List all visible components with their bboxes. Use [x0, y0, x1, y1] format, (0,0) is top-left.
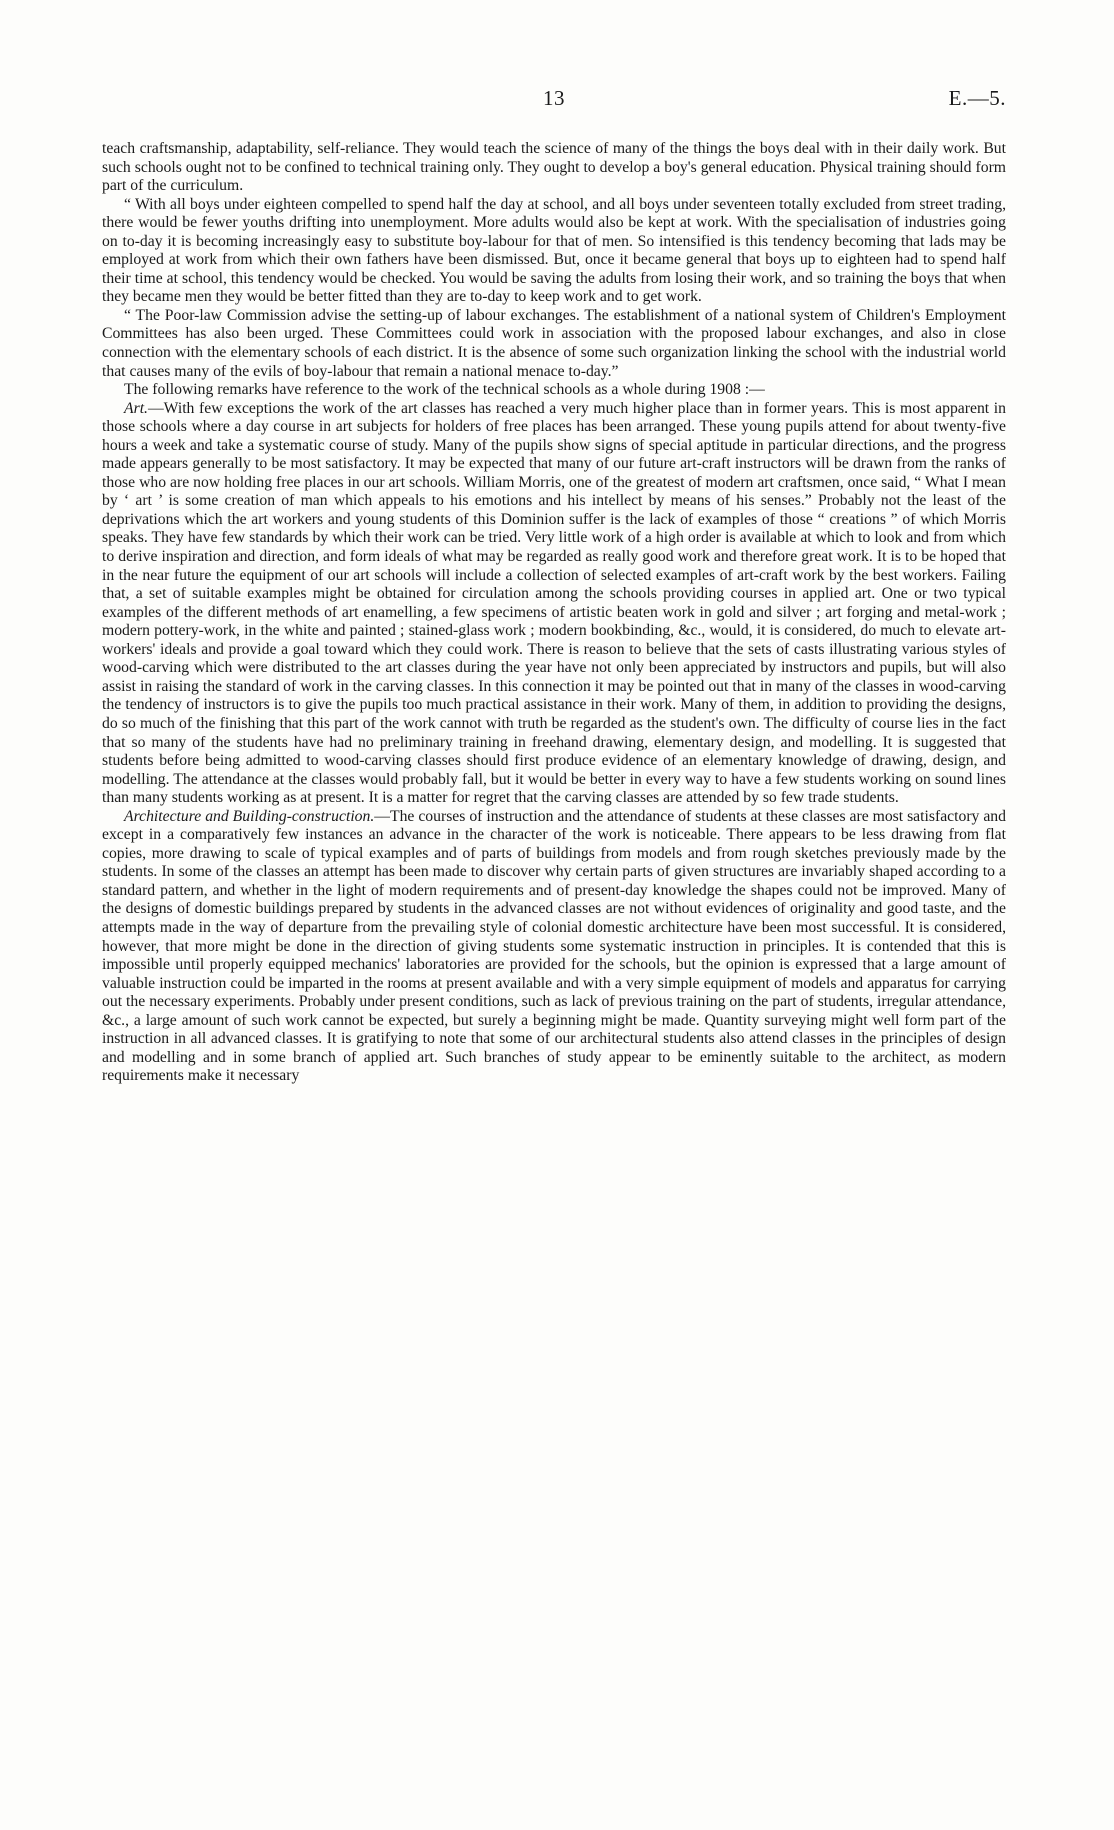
- paragraph-text: The following remarks have reference to the work of the technical schools as a whole during 1908 :—: [124, 381, 765, 399]
- section-heading-art: Art.: [124, 399, 148, 417]
- paragraph-continuation: [102, 140, 1006, 196]
- paragraph-quote-labour-exchanges: [102, 307, 1006, 381]
- paragraph-text: —The courses of instruction and the attendance of students at these classes are most satisfactory and except in a comparatively few instances an advance in the character of the work is noticeable. There appears to be less drawing from flat copies, more drawing to scale of typical examples and of parts of buildings from models and from rough sketches previously made by the students. In some of the classes an attempt has been made to discover why certain parts of given structures are invariably shaped according to a standard pattern, and whether in the light of modern requirements and of present-day knowledge the shapes could not be improved. Many of the designs of domestic buildings prepared by students in the advanced classes are not without evidences of originality and good taste, and the attempts made in the way of departure from the prevailing style of colonial domestic architecture have been most successful. It is considered, however, that more might be done in the direction of giving students some systematic instruction in principles. It is contended that this is impossible until properly equipped mechanics' laboratories are provided for the schools, but the opinion is expressed that a large amount of valuable instruction could be imparted in the rooms at present available and with a very simple equipment of models and apparatus for carrying out the necessary experiments. Probably under present conditions, such as lack of previous training on the part of students, irregular attendance, &c., a large amount of such work cannot be expected, but surely a beginning might be made. Quantity surveying might well form part of the instruction in all advanced classes. It is gratifying to note that some of our architectural students also attend classes in the principles of design and modelling and in some branch of applied art. Such branches of study appear to be eminently suitable to the architect, as modern requirements make it necessary: [102, 807, 1006, 1085]
- paragraph-quote-boy-labour: [102, 196, 1006, 307]
- section-heading-architecture: Architecture and Building-construction.: [124, 807, 375, 825]
- paragraph-text: “ With all boys under eighteen compelled to spend half the day at school, and all boys under seventeen totally excluded from street trading, there would be fewer youths drifting into unemployment. More adults would also be kept at work. With the specialisation of industries going on to-day it is becoming increasingly easy to substitute boy-labour for that of men. So intensified is this tendency becoming that lads may be employed at work from which their own fathers have been dismissed. But, once it became general that boys up to eighteen had to spend half their time at school, this tendency would be checked. You would be saving the adults from losing their work, and so training the boys that when they became men they would be better fitted than they are to-day to keep work and to get work.: [102, 195, 1006, 306]
- paragraph-text: teach craftsmanship, adaptability, self-reliance. They would teach the science of many of the things the boys deal with in their daily work. But such schools ought not to be confined to technical training only. They ought to develop a boy's general education. Physical training should form part of the curriculum.: [102, 140, 1006, 195]
- document-reference: E.—5.: [948, 86, 1006, 110]
- paragraph-architecture: [102, 808, 1006, 1086]
- paragraph-text: “ The Poor-law Commission advise the setting-up of labour exchanges. The establishment of a national system of Children's Employment Committees has also been urged. These Committees could work in association with the proposed labour exchanges, and also in close connection with the elementary schools of each district. It is the absence of some such organization linking the school with the industrial world that causes many of the evils of boy-labour that remain a national menace to-day.”: [102, 306, 1006, 380]
- paragraph-intro-remarks: [102, 381, 1006, 400]
- paragraph-art: [102, 400, 1006, 808]
- paragraph-text: —With few exceptions the work of the art classes has reached a very much higher place than in former years. This is most apparent in those schools where a day course in art subjects for holders of free places has been arranged. These young pupils attend for about twenty-five hours a week and take a systematic course of study. Many of the pupils show signs of special aptitude in particular directions, and the progress made appears generally to be most satisfactory. It may be expected that many of our future art-craft instructors will be drawn from the ranks of those who are now holding free places in our art schools. William Morris, one of the greatest of modern art craftsmen, once said, “ What I mean by ‘ art ’ is some creation of man which appeals to his emotions and his intellect by means of his senses.” Probably not the least of the deprivations which the art workers and young students of this Dominion suffer is the lack of examples of those “ creations ” of which Morris speaks. They have few standards by which their work can be tried. Very little work of a high order is available at which to look and from which to derive inspiration and direction, and form ideals of what may be regarded as really good work and therefore great work. It is to be hoped that in the near future the equipment of our art schools will include a collection of selected examples of art-craft work by the best workers. Failing that, a set of suitable examples might be obtained for circulation among the schools providing courses in applied art. One or two typical examples of the different methods of art enamelling, a few specimens of artistic beaten work in gold and silver ; art forging and metal-work ; modern pottery-work, in the white and painted ; stained-glass work ; modern bookbinding, &c., would, it is considered, do much to elevate art-workers' ideals and provide a goal toward which they could work. There is reason to believe that the sets of casts illustrating various styles of wood-carving which were distributed to the art classes during the year have not only been appreciated by instructors and pupils, but will also assist in raising the standard of work in the carving classes. In this connection it may be pointed out that in many of the classes in wood-carving the tendency of instructors is to give the pupils too much practical assistance in their work. Many of them, in addition to providing the designs, do so much of the finishing that this part of the work cannot with truth be regarded as the student's own. The difficulty of course lies in the fact that so many of the students have had no preliminary training in freehand drawing, elementary design, and modelling. It is suggested that students before being admitted to wood-carving classes should first produce evidence of an elementary knowledge of drawing, design, and modelling. The attendance at the classes would probably fall, but it would be better in every way to have a few students working on sound lines than many students working as at present. It is a matter for regret that the carving classes are attended by so few trade students.: [102, 399, 1006, 807]
- page-header: [102, 86, 1006, 116]
- body-text: [102, 140, 1006, 1086]
- page-number: 13: [543, 86, 565, 110]
